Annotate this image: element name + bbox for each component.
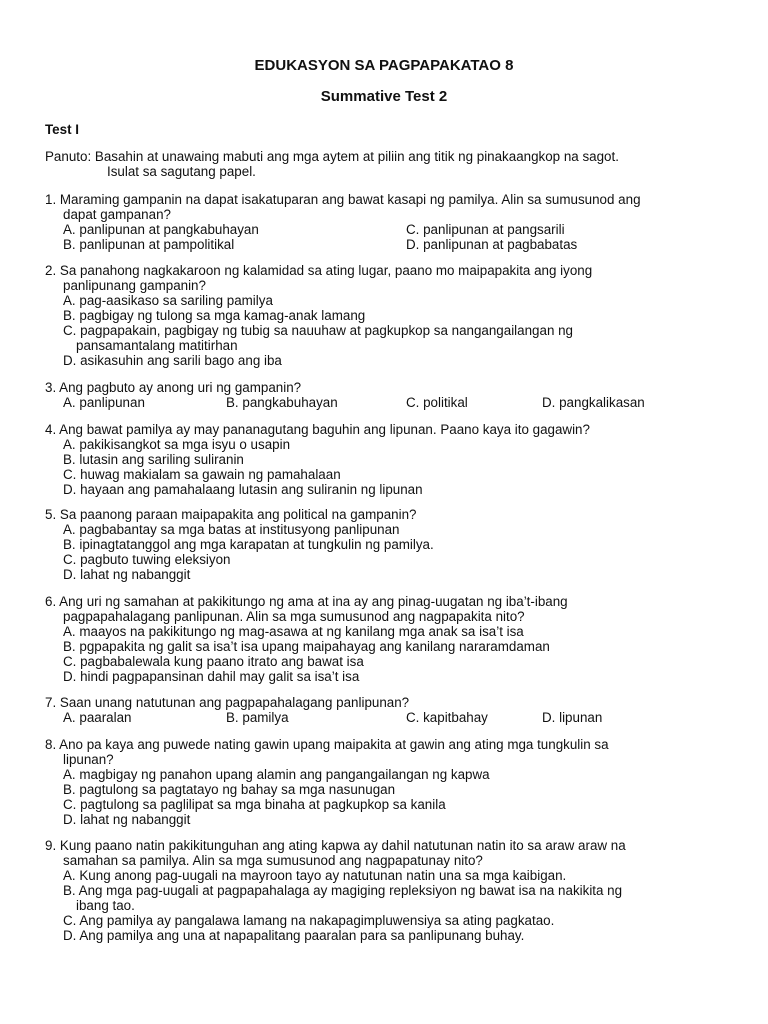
- option-d: D. panlipunan at pagbabatas: [406, 237, 578, 252]
- option-c: C. pagbabalewala kung paano itrato ang bawat isa: [63, 654, 364, 669]
- option-a: A. paaralan: [63, 710, 132, 725]
- question-stem: 5. Sa paanong paraan maipapakita ang political na gampanin?: [45, 507, 417, 522]
- question-stem: 6. Ang uri ng samahan at pakikitungo ng ama at ina ay ang pinag-uugatan ng iba’t-ibang: [45, 594, 568, 609]
- option-a: A. Kung anong pag-uugali na mayroon tayo ay natutunan natin una sa mga kaibigan.: [63, 868, 567, 883]
- option-a: A. pag-aasikaso sa sariling pamilya: [63, 293, 273, 308]
- option-b: B. lutasin ang sariling suliranin: [63, 452, 244, 467]
- option-b: [45, 883, 735, 913]
- option-a: A. pakikisangkot sa mga isyu o usapin: [63, 437, 291, 452]
- question-6: [45, 594, 735, 684]
- option-text: ibang tao.: [76, 898, 135, 913]
- option-c: [45, 323, 735, 353]
- option-d: D. Ang pamilya ang una at napapalitang paaralan para sa panlipunang buhay.: [63, 928, 525, 943]
- question-stem: 8. Ano pa kaya ang puwede nating gawin upang maipakita at gawin ang ating mga tungkulin sa: [45, 737, 609, 752]
- question-stem: pagpapahalagang panlipunan. Alin sa mga sumusunod ang nagpapakita nito?: [63, 609, 525, 624]
- option-c: C. Ang pamilya ay pangalawa lamang na nakapagimpluwensiya sa ating pagkatao.: [63, 913, 555, 928]
- option-d: D. lipunan: [542, 710, 603, 725]
- option-c: C. pagtulong sa paglilipat sa mga binaha at pagkupkop sa kanila: [63, 797, 446, 812]
- option-d: D. lahat ng nabanggit: [63, 567, 191, 582]
- option-a: A. panlipunan at pangkabuhayan: [63, 222, 259, 237]
- option-a: A. maayos na pakikitungo ng mag-asawa at ng kanilang mga anak sa isa’t isa: [63, 624, 524, 639]
- option-c: C. kapitbahay: [406, 710, 488, 725]
- question-stem: 3. Ang pagbuto ay anong uri ng gampanin?: [45, 380, 302, 395]
- option-b: B. pagtulong sa pagtatayo ng bahay sa mga nasunugan: [63, 782, 396, 797]
- question-2: [45, 263, 735, 368]
- option-text: C. pagpapakain, pagbigay ng tubig sa nauuhaw at pagkupkop sa nangangailangan ng: [63, 323, 574, 338]
- question-stem: panlipunang gampanin?: [63, 278, 206, 293]
- question-5: [45, 507, 735, 582]
- option-b: B. pangkabuhayan: [226, 395, 338, 410]
- option-c: C. pagbuto tuwing eleksiyon: [63, 552, 231, 567]
- question-stem: lipunan?: [63, 752, 114, 767]
- option-text: pansamantalang matitirhan: [76, 338, 238, 353]
- option-d: D. hindi pagpapansinan dahil may galit sa isa’t isa: [63, 669, 360, 684]
- directions: [45, 149, 725, 179]
- option-d: D. lahat ng nabanggit: [63, 812, 191, 827]
- option-b: B. pagbigay ng tulong sa mga kamag-anak lamang: [63, 308, 366, 323]
- option-d: D. asikasuhin ang sarili bago ang iba: [63, 353, 282, 368]
- question-1: [45, 192, 735, 252]
- question-stem: samahan sa pamilya. Alin sa mga sumusunod ang nagpapatunay nito?: [63, 853, 483, 868]
- option-b: B. pamilya: [226, 710, 289, 725]
- option-c: C. huwag makialam sa gawain ng pamahalaan: [63, 467, 341, 482]
- option-b: B. panlipunan at pampolitikal: [63, 237, 235, 252]
- option-a: A. panlipunan: [63, 395, 145, 410]
- question-stem: 1. Maraming gampanin na dapat isakatuparan ang bawat kasapi ng pamilya. Alin sa sumusunod ang: [45, 192, 641, 207]
- option-text: B. Ang mga pag-uugali at pagpapahalaga ay magiging repleksiyon ng bawat isa na nakikita ng: [63, 883, 623, 898]
- option-b: B. ipinagtatanggol ang mga karapatan at tungkulin ng pamilya.: [63, 537, 434, 552]
- question-9: [45, 838, 735, 943]
- question-stem: 2. Sa panahong nagkakaroon ng kalamidad sa ating lugar, paano mo maipapakita ang iyong: [45, 263, 593, 278]
- question-stem: 4. Ang bawat pamilya ay may pananagutang baguhin ang lipunan. Paano kaya ito gagawin?: [45, 422, 590, 437]
- question-stem: dapat gampanan?: [63, 207, 171, 222]
- question-8: [45, 737, 735, 827]
- question-3: [45, 380, 735, 410]
- option-c: C. politikal: [406, 395, 468, 410]
- option-d: D. pangkalikasan: [542, 395, 645, 410]
- question-stem: 7. Saan unang natutunan ang pagpapahalagang panlipunan?: [45, 695, 410, 710]
- page-subtitle: Summative Test 2: [320, 88, 448, 105]
- test-label: Test I: [45, 122, 79, 137]
- option-c: C. panlipunan at pangsarili: [406, 222, 565, 237]
- page-title: EDUKASYON SA PAGPAPAKATAO 8: [254, 57, 514, 74]
- option-d: D. hayaan ang pamahalaang lutasin ang suliranin ng lipunan: [63, 482, 423, 497]
- option-a: A. pagbabantay sa mga batas at institusyong panlipunan: [63, 522, 400, 537]
- option-a: A. magbigay ng panahon upang alamin ang pangangailangan ng kapwa: [63, 767, 490, 782]
- directions-line: Isulat sa sagutang papel.: [107, 164, 256, 179]
- option-b: B. pgpapakita ng galit sa isa’t isa upang maipahayag ang kanilang nararamdaman: [63, 639, 550, 654]
- question-7: [45, 695, 735, 725]
- question-4: [45, 422, 735, 497]
- directions-line: Panuto: Basahin at unawaing mabuti ang mga aytem at piliin ang titik ng pinakaangkop na sagot.: [45, 149, 619, 164]
- question-stem: 9. Kung paano natin pakikitunguhan ang ating kapwa ay dahil natutunan natin ito sa araw araw na: [45, 838, 626, 853]
